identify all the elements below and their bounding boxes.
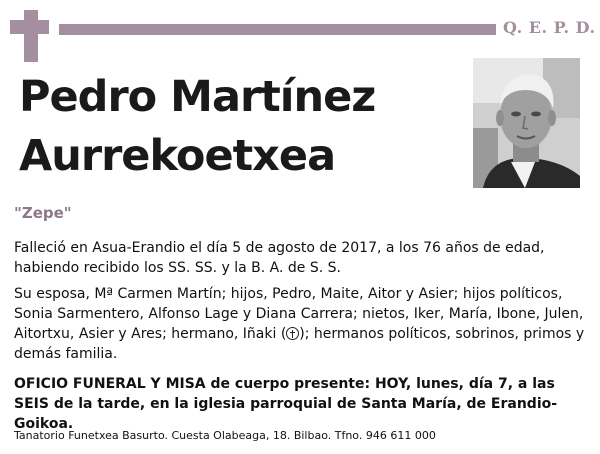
deceased-nickname: "Zepe": [14, 204, 72, 222]
cross-icon-horizontal-bar: [10, 20, 49, 34]
deceased-name-line2: Aurrekoetxea: [19, 131, 336, 181]
deceased-name: [19, 68, 375, 186]
portrait-illustration: [473, 58, 580, 188]
funeral-home-footer: Tanatorio Funetxea Basurto. Cuesta Olabeaga, 18. Bilbao. Tfno. 946 611 000: [14, 429, 436, 442]
funeral-paragraph: OFICIO FUNERAL Y MISA de cuerpo presente: HOY, lunes, día 7, a las SEIS de la tarde, en la iglesia parroquial de Santa María, de Erandio-Goikoa.: [14, 376, 558, 432]
family-text-after-cross: ); hermanos políticos, sobrinos, primos y demás familia.: [14, 326, 585, 362]
circled-cross-icon: [286, 327, 299, 340]
family-text-before-cross: Su esposa, Mª Carmen Martín; hijos, Pedro, Maite, Aitor y Asier; hijos políticos, Sonia Sarmentero, Alfonso Lage y Diana Carrera; nietos, Iker, María, Ibone, Julen, Aitortxu, Asier y Ares; hermano, Iñaki (: [14, 286, 584, 342]
cross-icon-vertical-bar: [24, 10, 38, 62]
deceased-name-line1: Pedro Martínez: [19, 72, 376, 122]
family-paragraph: [14, 284, 588, 364]
qepd-label: Q. E. P. D.: [503, 18, 596, 37]
deceased-portrait-photo: [473, 58, 580, 188]
header-rule: [59, 24, 496, 35]
death-notice-paragraph: Falleció en Asua-Erandio el día 5 de agosto de 2017, a los 76 años de edad, habiendo recibido los SS. SS. y la B. A. de S. S.: [14, 240, 545, 276]
